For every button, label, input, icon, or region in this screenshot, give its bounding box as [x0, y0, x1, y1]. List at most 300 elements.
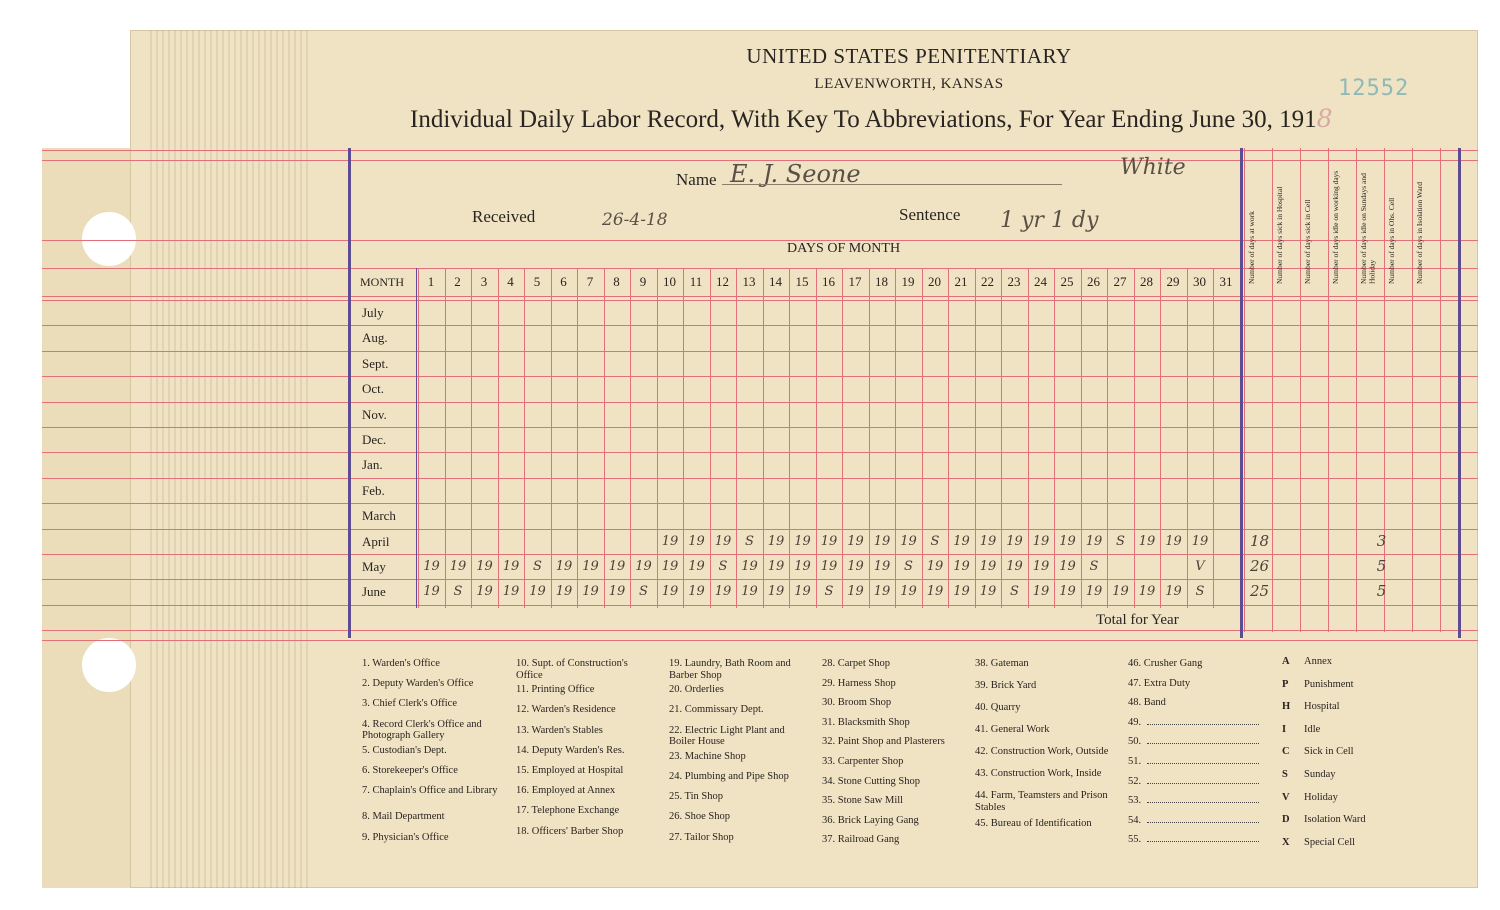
- grid-rule-v-24: [1054, 268, 1055, 608]
- key-item-5-8: [1128, 815, 1268, 827]
- entry-june-day-6: 19: [555, 584, 573, 600]
- grid-rule-h-9: [42, 402, 1478, 403]
- key-item-text: 4. Record Clerk's Office and Photograph Gallery: [362, 718, 482, 742]
- entry-june-day-3: 19: [476, 584, 493, 600]
- entry-may-day-12: S: [718, 559, 728, 574]
- key-item-text: 13. Warden's Stables: [516, 724, 603, 736]
- day-header-15: 15: [795, 274, 809, 289]
- key-item-2-1: [669, 684, 809, 696]
- key-item-5-2: [1128, 697, 1268, 709]
- key-blank-line: [1147, 841, 1259, 842]
- key-item-1-7: [516, 805, 656, 817]
- key-item-4-1: [975, 680, 1115, 692]
- day-header-31: 31: [1219, 274, 1233, 289]
- abbr-A: [1282, 656, 1332, 667]
- key-item-4-2: [975, 702, 1115, 714]
- key-item-text: 31. Blacksmith Shop: [822, 716, 910, 728]
- entry-may-day-30: V: [1195, 559, 1205, 574]
- entry-may-days-sundays: 5: [1376, 557, 1387, 575]
- record-title-text: Individual Daily Labor Record, With Key To Abbreviations, For Year Ending June 30, 191: [410, 106, 1317, 133]
- abbr-label: Isolation Ward: [1304, 814, 1366, 826]
- binder-notch-bottom: [82, 638, 136, 692]
- key-item-4-5: [975, 768, 1115, 780]
- day-header-8: 8: [613, 274, 620, 289]
- received-value: 26-4-18: [602, 210, 668, 230]
- entry-june-day-17: 19: [847, 584, 864, 600]
- grid-rule-h-12: [42, 478, 1478, 479]
- entry-june-day-5: 19: [529, 584, 546, 600]
- entry-april-day-18: 19: [873, 533, 891, 549]
- grid-rule-v-25: [1081, 268, 1082, 608]
- day-header-10: 10: [663, 274, 676, 289]
- key-item-text: 22. Electric Light Plant and Boiler House: [669, 724, 785, 748]
- key-item-3-3: [822, 717, 962, 729]
- abbr-code: I: [1282, 723, 1287, 735]
- key-item-text: 45. Bureau of Identification: [975, 818, 1092, 829]
- day-header-6: 6: [560, 274, 567, 289]
- day-header-3: 3: [480, 274, 488, 289]
- key-item-text: 42. Construction Work, Outside: [975, 746, 1109, 757]
- key-item-text: 52.: [1128, 775, 1142, 787]
- grid-rule-v-6: [577, 268, 578, 608]
- key-item-4-6: [975, 790, 1115, 813]
- key-item-text: 53.: [1128, 795, 1142, 807]
- boundary-month: [416, 268, 417, 608]
- month-label-11: June: [362, 584, 386, 600]
- key-blank-line: [1147, 724, 1259, 725]
- entry-june-day-21: 19: [953, 584, 970, 600]
- key-item-3-7: [822, 795, 962, 807]
- grid-rule-v-27: [1134, 268, 1135, 608]
- abbr-label: Idle: [1304, 723, 1321, 735]
- grid-rule-h-16: [42, 579, 1478, 580]
- key-item-text: 15. Employed at Hospital: [516, 765, 624, 776]
- grid-rule-h-8: [42, 376, 1478, 377]
- summary-header-1: Number of days sick in Hospital: [1275, 186, 1284, 284]
- key-item-text: 18. Officers' Barber Shop: [516, 825, 624, 837]
- received-label: Received: [472, 207, 536, 226]
- key-item-1-6: [516, 785, 656, 797]
- month-label-4: Nov.: [362, 406, 387, 422]
- entry-june-day-2: S: [453, 584, 463, 600]
- grid-rule-v-11: [710, 268, 711, 608]
- grid-rule-v-10: [683, 268, 684, 608]
- abbr-H: [1282, 701, 1340, 712]
- key-item-text: 29. Harness Shop: [822, 677, 896, 689]
- day-header-27: 27: [1113, 274, 1127, 289]
- grid-rule-h-17: [42, 605, 1478, 606]
- key-item-text: 32. Paint Shop and Plasterers: [822, 736, 945, 748]
- entry-june-day-18: 19: [873, 584, 891, 600]
- sentence-value: 1 yr 1 dy: [1000, 208, 1099, 233]
- grid-rule-v-5: [551, 268, 552, 608]
- key-item-3-6: [822, 776, 962, 788]
- abbr-C: [1282, 746, 1354, 757]
- key-item-2-3: [669, 725, 809, 748]
- binding-stripes: [150, 30, 310, 888]
- abbr-label: Sick in Cell: [1304, 746, 1354, 758]
- entry-april-day-23: 19: [1006, 533, 1023, 549]
- entry-may-day-8: 19: [608, 559, 626, 574]
- entry-june-day-20: 19: [926, 584, 944, 600]
- entry-june-day-8: 19: [608, 584, 626, 600]
- abbr-label: Punishment: [1304, 678, 1354, 690]
- abbr-code: V: [1282, 791, 1290, 803]
- grid-rule-v-3: [498, 268, 499, 608]
- grid-rule-h-15: [42, 554, 1478, 555]
- day-header-24: 24: [1034, 274, 1047, 289]
- key-item-text: 47. Extra Duty: [1128, 677, 1191, 689]
- key-item-text: 17. Telephone Exchange: [516, 805, 620, 817]
- day-header-20: 20: [928, 274, 941, 289]
- key-item-0-2: [362, 698, 502, 710]
- name-label: Name: [676, 170, 717, 189]
- entry-june-day-13: 19: [741, 584, 758, 600]
- entry-may-day-24: 19: [1032, 559, 1050, 574]
- entry-june-day-25: 19: [1059, 584, 1076, 600]
- entry-may-day-23: 19: [1006, 559, 1023, 574]
- grid-rule-h-13: [42, 503, 1478, 504]
- day-header-26: 26: [1087, 274, 1100, 289]
- key-item-0-7: [362, 811, 502, 823]
- day-header-12: 12: [716, 274, 729, 289]
- month-label-0: July: [362, 305, 384, 320]
- entry-may-day-18: 19: [873, 559, 891, 574]
- key-item-1-3: [516, 725, 656, 737]
- entry-june-day-26: 19: [1085, 584, 1103, 600]
- key-item-text: 5. Custodian's Dept.: [362, 744, 447, 756]
- abbr-code: S: [1282, 769, 1288, 780]
- key-item-text: 48. Band: [1128, 697, 1166, 709]
- entry-april-day-24: 19: [1032, 533, 1050, 549]
- grid-rule-h-11: [42, 452, 1478, 453]
- record-title: [410, 104, 1333, 134]
- entry-june-day-22: 19: [979, 584, 997, 600]
- key-item-text: 14. Deputy Warden's Res.: [516, 744, 625, 756]
- grid-rule-v-19: [922, 268, 923, 608]
- entry-april-day-28: 19: [1138, 533, 1156, 549]
- key-item-text: 44. Farm, Teamsters and Prison Stables: [975, 790, 1108, 813]
- entry-may-day-3: 19: [476, 559, 493, 574]
- month-label-9: April: [362, 533, 390, 549]
- institution-name: UNITED STATES PENITENTIARY: [746, 44, 1072, 68]
- key-item-text: 6. Storekeeper's Office: [362, 765, 458, 776]
- key-item-text: 39. Brick Yard: [975, 680, 1037, 691]
- entry-june-day-27: 19: [1112, 584, 1129, 600]
- month-label-10: May: [362, 559, 386, 574]
- day-header-11: 11: [689, 274, 703, 289]
- key-item-0-8: [362, 832, 502, 844]
- grid-rule-v-1: [445, 268, 446, 608]
- key-item-2-6: [669, 791, 809, 803]
- entry-may-day-4: 19: [502, 559, 520, 574]
- month-label-8: March: [362, 508, 396, 524]
- key-item-text: 10. Supt. of Construction's Office: [516, 658, 628, 681]
- key-item-text: 2. Deputy Warden's Office: [362, 678, 474, 690]
- key-item-5-1: [1128, 678, 1268, 690]
- key-item-1-8: [516, 826, 656, 838]
- entry-june-day-9: S: [639, 584, 648, 600]
- entry-april-days-sundays: 3: [1376, 531, 1387, 550]
- key-item-text: 16. Employed at Annex: [516, 785, 616, 797]
- entry-june-day-1: 19: [423, 584, 440, 600]
- grid-rule-v-2: [471, 268, 472, 608]
- abbr-S: [1282, 769, 1336, 780]
- record-title-year: 8: [1316, 104, 1333, 133]
- grid-rule-h-19: [42, 640, 1478, 641]
- key-item-text: 9. Physician's Office: [362, 831, 449, 843]
- race-value: White: [1120, 155, 1186, 180]
- grid-rule-v-18: [895, 268, 896, 608]
- name-value: E. J. Seone: [730, 160, 861, 188]
- grid-rule-v-13: [763, 268, 764, 608]
- entry-may-days-at-work: 26: [1249, 557, 1270, 575]
- entry-may-day-16: 19: [820, 559, 838, 574]
- grid-rule-v-22: [1001, 268, 1002, 608]
- key-item-2-4: [669, 751, 809, 763]
- key-item-2-7: [669, 811, 809, 823]
- month-label-7: Feb.: [362, 482, 385, 498]
- summary-rule-3: [1328, 148, 1329, 632]
- key-item-text: 40. Quarry: [975, 702, 1021, 713]
- key-item-3-5: [822, 756, 962, 768]
- entry-june-day-7: 19: [582, 584, 599, 600]
- day-header-16: 16: [822, 274, 835, 289]
- key-item-text: 35. Stone Saw Mill: [822, 795, 904, 807]
- key-item-text: 28. Carpet Shop: [822, 658, 890, 669]
- entry-june-day-14: 19: [767, 584, 785, 600]
- month-label-6: Jan.: [362, 457, 383, 473]
- key-item-text: 30. Broom Shop: [822, 697, 892, 709]
- entry-april-day-13: S: [745, 533, 754, 549]
- key-item-text: 25. Tin Shop: [669, 791, 723, 803]
- key-item-1-0: [516, 658, 656, 681]
- grid-rule-v-16: [842, 268, 843, 608]
- abbr-D: [1282, 814, 1366, 825]
- key-item-text: 23. Machine Shop: [669, 750, 746, 762]
- key-item-text: 51.: [1128, 756, 1142, 767]
- abbr-I: [1282, 724, 1320, 735]
- entry-may-day-14: 19: [767, 559, 785, 574]
- key-item-text: 11. Printing Office: [516, 684, 595, 696]
- entry-june-day-15: 19: [794, 584, 811, 600]
- key-item-3-0: [822, 658, 962, 670]
- entry-june-day-28: 19: [1138, 584, 1156, 600]
- summary-header-0: Number of days at work: [1247, 211, 1256, 284]
- key-item-1-4: [516, 745, 656, 757]
- day-header-29: 29: [1166, 274, 1180, 289]
- entry-april-day-21: 19: [953, 533, 970, 549]
- grid-rule-v-26: [1107, 268, 1108, 608]
- entry-april-day-27: S: [1116, 533, 1125, 549]
- abbr-label: Special Cell: [1304, 836, 1356, 848]
- entry-june-days-sundays: 5: [1376, 582, 1387, 601]
- summary-rule-2: [1300, 148, 1301, 632]
- entry-june-day-4: 19: [502, 584, 520, 600]
- grid-rule-v-8: [630, 268, 631, 608]
- day-header-14: 14: [769, 274, 782, 289]
- grid-rule-v-0: [418, 268, 419, 608]
- grid-rule-v-17: [869, 268, 870, 608]
- summary-header-5: Number of days in Ohs. Cell: [1387, 197, 1396, 284]
- key-item-text: 46. Crusher Gang: [1128, 658, 1203, 669]
- entry-may-day-15: 19: [794, 559, 811, 574]
- key-blank-line: [1147, 783, 1259, 784]
- day-header-7: 7: [586, 274, 594, 289]
- binder-notch-top: [82, 212, 136, 266]
- entry-may-day-26: S: [1089, 559, 1099, 574]
- key-item-1-1: [516, 684, 656, 696]
- entry-april-day-29: 19: [1165, 533, 1182, 549]
- key-item-4-3: [975, 724, 1115, 736]
- abbr-P: [1282, 679, 1354, 690]
- total-for-year-label: Total for Year: [1096, 612, 1179, 628]
- boundary-right: [1458, 148, 1461, 638]
- key-item-0-3: [362, 719, 502, 742]
- grid-rule-v-20: [948, 268, 949, 608]
- key-item-5-9: [1128, 834, 1268, 846]
- abbr-label: Hospital: [1304, 701, 1340, 713]
- key-item-5-3: [1128, 717, 1268, 729]
- entry-june-day-10: 19: [661, 584, 679, 600]
- entry-april-day-22: 19: [979, 533, 997, 549]
- key-item-text: 26. Shoe Shop: [669, 811, 730, 823]
- key-item-3-8: [822, 815, 962, 827]
- key-item-0-6: [362, 785, 502, 797]
- summary-header-6: Number of days in Isolation Ward: [1415, 182, 1424, 284]
- key-item-text: 8. Mail Department: [362, 811, 445, 823]
- key-item-text: 3. Chief Clerk's Office: [362, 698, 458, 710]
- grid-rule-v-23: [1028, 268, 1029, 608]
- grid-rule-v-29: [1187, 268, 1188, 608]
- entry-april-day-14: 19: [767, 533, 785, 549]
- summary-rule-0: [1244, 148, 1245, 632]
- grid-rule-v-4: [524, 268, 525, 608]
- abbr-code: A: [1282, 656, 1290, 667]
- grid-rule-h-7: [42, 351, 1478, 352]
- grid-rule-h-6: [42, 325, 1478, 326]
- entry-may-day-5: S: [533, 559, 542, 574]
- day-header-4: 4: [507, 274, 514, 289]
- key-item-4-4: [975, 746, 1115, 758]
- abbr-V: [1282, 792, 1338, 803]
- record-number-stamp: 12552: [1338, 76, 1410, 101]
- sentence-label: Sentence: [899, 205, 961, 224]
- entry-june-day-23: S: [1010, 584, 1019, 600]
- entry-may-day-10: 19: [661, 559, 679, 574]
- abbr-label: Sunday: [1304, 769, 1336, 780]
- abbr-code: P: [1282, 678, 1289, 690]
- entry-april-day-17: 19: [847, 533, 864, 549]
- entry-june-day-24: 19: [1032, 584, 1050, 600]
- abbr-label: Holiday: [1304, 791, 1338, 803]
- key-item-4-0: [975, 658, 1115, 670]
- entry-april-day-26: 19: [1085, 533, 1103, 549]
- key-item-text: 20. Orderlies: [669, 684, 724, 696]
- entry-june-day-16: S: [824, 584, 834, 600]
- key-item-0-5: [362, 765, 502, 777]
- day-header-25: 25: [1060, 274, 1074, 289]
- key-item-text: 37. Railroad Gang: [822, 834, 900, 846]
- entry-may-day-13: 19: [741, 559, 758, 574]
- entry-june-day-11: 19: [688, 584, 705, 600]
- key-item-0-0: [362, 658, 502, 670]
- day-header-21: 21: [954, 274, 968, 289]
- grid-rule-v-7: [604, 268, 605, 608]
- day-header-18: 18: [875, 274, 888, 289]
- key-item-2-5: [669, 771, 809, 783]
- name-underline: [722, 184, 1062, 185]
- key-item-text: 24. Plumbing and Pipe Shop: [669, 771, 789, 782]
- abbr-X: [1282, 837, 1355, 848]
- day-header-1: 1: [427, 274, 435, 289]
- abbr-code: X: [1282, 836, 1290, 848]
- key-blank-line: [1147, 802, 1259, 803]
- key-item-5-6: [1128, 776, 1268, 788]
- grid-rule-v-12: [736, 268, 737, 608]
- entry-june-day-12: 19: [714, 584, 732, 600]
- grid-rule-v-21: [975, 268, 976, 608]
- key-item-text: 27. Tailor Shop: [669, 831, 734, 843]
- day-header-19: 19: [901, 274, 915, 289]
- key-item-text: 55.: [1128, 834, 1142, 846]
- entry-april-day-19: 19: [900, 533, 917, 549]
- entry-may-day-25: 19: [1059, 559, 1076, 574]
- entry-may-day-11: 19: [688, 559, 705, 574]
- key-item-5-5: [1128, 756, 1268, 768]
- key-item-text: 34. Stone Cutting Shop: [822, 775, 921, 787]
- key-item-2-2: [669, 704, 809, 716]
- summary-header-4: Number of days idle on Sundays and Holiday: [1359, 173, 1377, 284]
- summary-header-3: Number of days idle on working days: [1331, 170, 1340, 284]
- entry-june-day-29: 19: [1165, 584, 1182, 600]
- days-of-month-label: DAYS OF MONTH: [787, 241, 901, 256]
- entry-april-day-12: 19: [714, 533, 732, 549]
- entry-may-day-20: 19: [926, 559, 944, 574]
- key-item-1-5: [516, 765, 656, 777]
- key-item-2-0: [669, 658, 809, 681]
- key-item-2-8: [669, 832, 809, 844]
- key-item-3-1: [822, 678, 962, 690]
- day-header-9: 9: [639, 274, 647, 289]
- key-blank-line: [1147, 763, 1259, 764]
- key-item-text: 41. General Work: [975, 724, 1050, 735]
- institution-location: LEAVENWORTH, KANSAS: [814, 76, 1004, 92]
- grid-rule-v-28: [1160, 268, 1161, 608]
- key-item-text: 19. Laundry, Bath Room and Barber Shop: [669, 658, 791, 681]
- key-item-text: 36. Brick Laying Gang: [822, 814, 919, 826]
- entry-april-day-30: 19: [1191, 533, 1209, 549]
- grid-rule-h-14: [42, 529, 1478, 530]
- abbr-code: C: [1282, 746, 1290, 758]
- grid-rule-h-18: [42, 630, 1478, 631]
- summary-rule-7: [1440, 148, 1441, 632]
- summary-rule-4: [1356, 148, 1357, 632]
- entry-may-day-17: 19: [847, 559, 864, 574]
- entry-june-days-at-work: 25: [1249, 582, 1270, 601]
- boundary-mid: [1240, 148, 1243, 638]
- entry-may-day-2: 19: [449, 559, 467, 574]
- month-column-header: MONTH: [360, 275, 404, 289]
- key-item-5-7: [1128, 795, 1268, 807]
- key-item-5-0: [1128, 658, 1268, 670]
- key-item-text: 21. Commissary Dept.: [669, 704, 764, 716]
- entry-april-days-at-work: 18: [1249, 531, 1270, 550]
- key-item-text: 50.: [1128, 736, 1142, 748]
- key-item-text: 54.: [1128, 814, 1142, 826]
- key-item-1-2: [516, 704, 656, 716]
- key-item-text: 49.: [1128, 716, 1142, 728]
